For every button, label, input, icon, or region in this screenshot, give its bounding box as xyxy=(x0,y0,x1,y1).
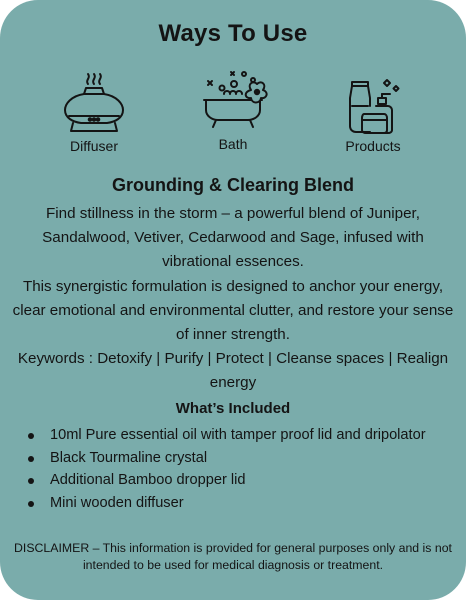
cosmetic-products-icon xyxy=(313,76,433,136)
list-item xyxy=(26,469,446,492)
use-label-bath: Bath xyxy=(218,136,248,152)
list-item-text: Additional Bamboo dropper lid xyxy=(50,472,246,488)
bullet-icon xyxy=(28,456,34,462)
use-item-bath xyxy=(173,64,293,152)
bathtub-icon xyxy=(173,64,293,134)
use-item-diffuser xyxy=(34,66,154,154)
list-item xyxy=(26,424,446,447)
use-label-diffuser: Diffuser xyxy=(70,138,118,154)
use-label-products: Products xyxy=(345,138,401,154)
bullet-icon xyxy=(28,433,34,439)
use-item-products xyxy=(313,76,433,154)
list-item-text: 10ml Pure essential oil with tamper proof lid and dripolator xyxy=(50,427,426,443)
list-item-text: Mini wooden diffuser xyxy=(50,494,184,511)
disclaimer-text: DISCLAIMER – This information is provided for general purposes only and is not intended to be used for medical diagnosis or treatment. xyxy=(14,541,452,572)
blend-keywords-text: Keywords : Detoxify | Purify | Protect | Cleanse spaces | Realign energy xyxy=(17,350,449,392)
page-title: Ways To Use xyxy=(158,20,308,47)
diffuser-icon xyxy=(34,66,154,136)
list-item xyxy=(26,447,446,470)
bullet-icon xyxy=(28,478,34,484)
list-item-text: Black Tourmaline crystal xyxy=(50,449,208,466)
included-list xyxy=(26,424,446,514)
blend-description xyxy=(10,202,456,396)
blend-formulation-text: This synergistic formulation is designed to anchor your energy, clear emotional and environmental clutter, and restore your sense of inner strength. xyxy=(12,277,454,344)
list-item xyxy=(26,492,446,515)
blend-title: Grounding & Clearing Blend xyxy=(112,175,354,195)
blend-intro-text: Find stillness in the storm – a powerful blend of Juniper, Sandalwood, Vetiver, Cedarwood and Sage, infused with vibrational essences. xyxy=(42,205,424,271)
included-heading: What’s Included xyxy=(175,400,291,417)
bullet-icon xyxy=(28,501,34,507)
